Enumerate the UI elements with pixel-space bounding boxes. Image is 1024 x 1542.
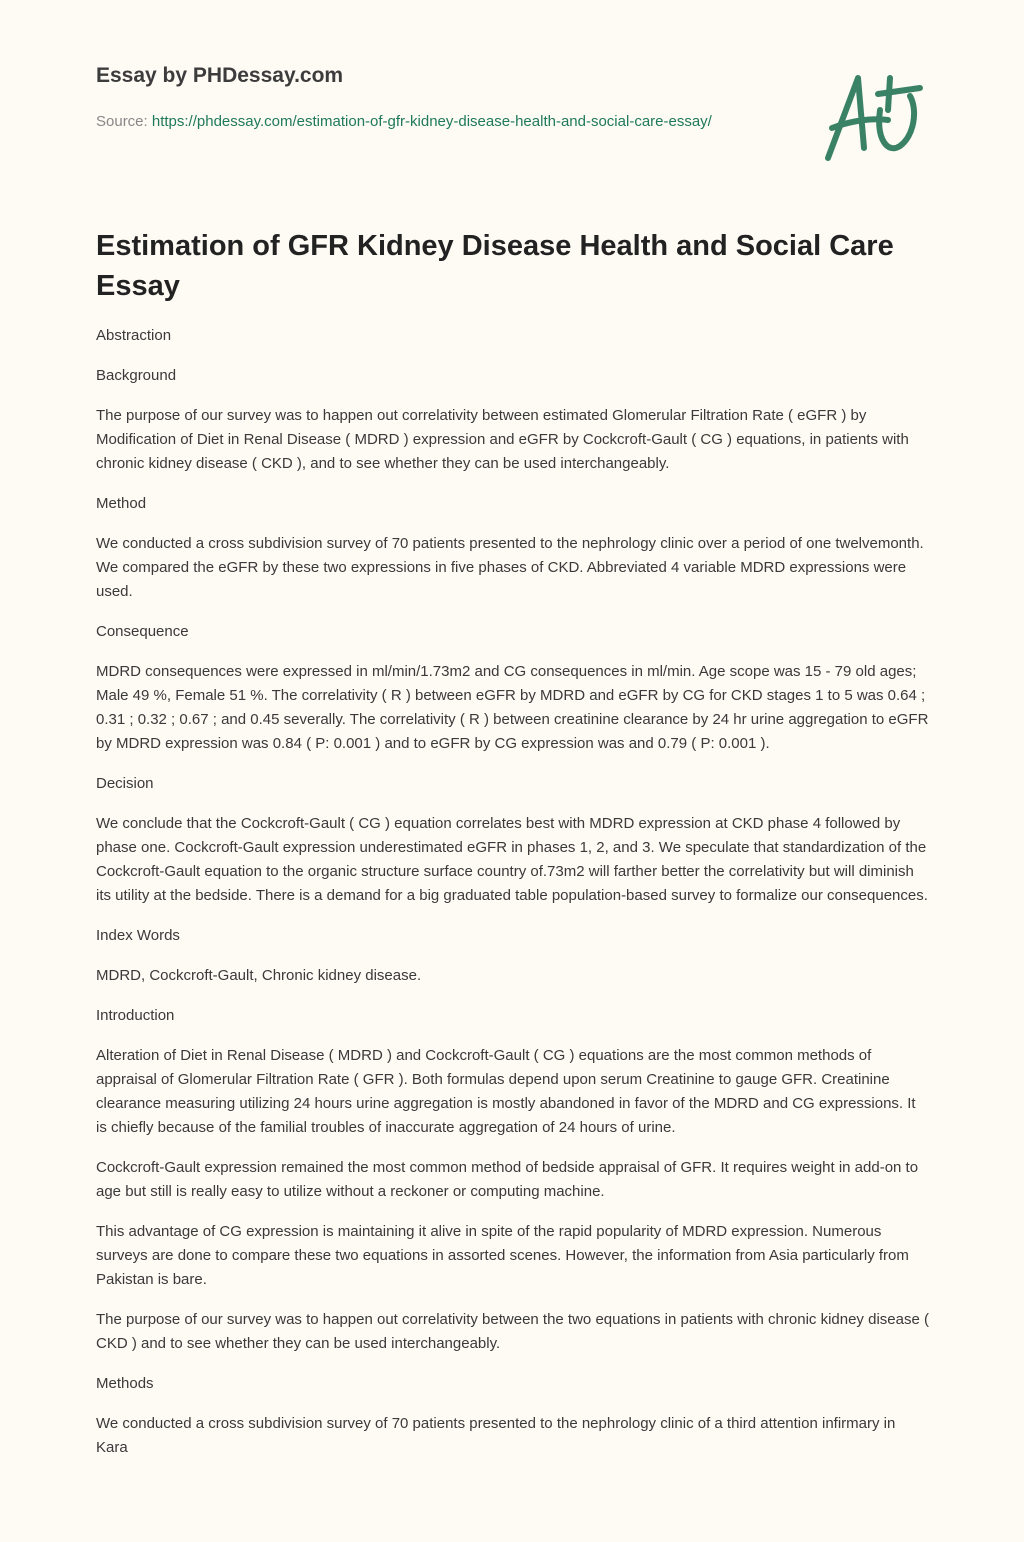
paragraph: Cockcroft-Gault expression remained the most common method of bedside appraisal of GFR. It requires weight in add-on to age but still is really easy to utilize without a reckoner or computing machine.: [96, 1159, 919, 1200]
source-line: [96, 110, 776, 134]
section-heading: Decision: [96, 775, 154, 792]
source-link[interactable]: https://phdessay.com/estimation-of-gfr-kidney-disease-health-and-social-care-essay/: [151, 113, 712, 130]
essay-body: [96, 324, 930, 1476]
page-title: Estimation of GFR Kidney Disease Health and Social Care Essay: [96, 230, 894, 302]
section-heading: Methods: [96, 1375, 154, 1392]
section-heading: Background: [96, 367, 177, 384]
section-heading: Method: [96, 495, 147, 512]
site-title: Essay by PHDessay.com: [96, 64, 344, 87]
paragraph: MDRD consequences were expressed in ml/min/1.73m2 and CG consequences in ml/min. Age scope was 15 - 79 old ages; Male 49 %, Female 51 %. The correlativity ( R ) between eGFR by MDRD and eGFR by CG for CKD stages 1 to 5 was 0.64 ; 0.31 ; 0.32 ; 0.67 ; and 0.45 severally. The correlativity ( R ) between creatinine clearance by 24 hr urine aggregation to eGFR by MDRD expression was 0.84 ( P: 0.001 ) and to eGFR by CG expression was and 0.79 ( P: 0.001 ).: [96, 663, 929, 752]
source-label: Source:: [96, 113, 148, 130]
paragraph: MDRD, Cockcroft-Gault, Chronic kidney disease.: [96, 967, 422, 984]
paragraph: This advantage of CG expression is maintaining it alive in spite of the rapid popularity of MDRD expression. Numerous surveys are done to compare these two equations in assorted scenes. However, the information from Asia particularly from Pakistan is bare.: [96, 1223, 909, 1288]
section-heading: Abstraction: [96, 327, 172, 344]
paragraph: We conclude that the Cockcroft-Gault ( CG ) equation correlates best with MDRD expression at CKD phase 4 followed by phase one. Cockcroft-Gault expression underestimated eGFR in phases 1, 2, and 3. We speculate that standardization of the Cockcroft-Gault equation to the organic structure surface country of.73m2 will farther better the correlativity but will diminish its utility at the bedside. There is a demand for a big graduated table population-based survey to formalize our consequences.: [96, 815, 928, 904]
paragraph: The purpose of our survey was to happen out correlativity between the two equations in patients with chronic kidney disease ( CKD ) and to see whether they can be used interchangeably.: [96, 1311, 929, 1352]
paragraph: The purpose of our survey was to happen out correlativity between estimated Glomerular Filtration Rate ( eGFR ) by Modification of Diet in Renal Disease ( MDRD ) expression and eGFR by Cockcroft-Gault ( CG ) equations, in patients with chronic kidney disease ( CKD ), and to see whether they can be used interchangeably.: [96, 407, 909, 472]
section-heading: Index Words: [96, 927, 180, 944]
paragraph: Alteration of Diet in Renal Disease ( MDRD ) and Cockcroft-Gault ( CG ) equations are the most common methods of appraisal of Glomerular Filtration Rate ( GFR ). Both formulas depend upon serum Creatinine to gauge GFR. Creatinine clearance measuring utilizing 24 hours urine aggregation is mostly abandoned in favor of the MDRD and CG expressions. It is chiefly because of the familial troubles of inaccurate aggregation of 24 hours of urine.: [96, 1047, 916, 1136]
paragraph: We conducted a cross subdivision survey of 70 patients presented to the nephrology clinic of a third attention infirmary in Kara: [96, 1415, 896, 1456]
section-heading: Introduction: [96, 1007, 175, 1024]
paragraph: We conducted a cross subdivision survey of 70 patients presented to the nephrology clinic over a period of one twelvemonth. We compared the eGFR by these two expressions in five phases of CKD. Abbreviated 4 variable MDRD expressions were used.: [96, 535, 924, 600]
section-heading: Consequence: [96, 623, 189, 640]
a-plus-logo-icon: [818, 70, 930, 166]
